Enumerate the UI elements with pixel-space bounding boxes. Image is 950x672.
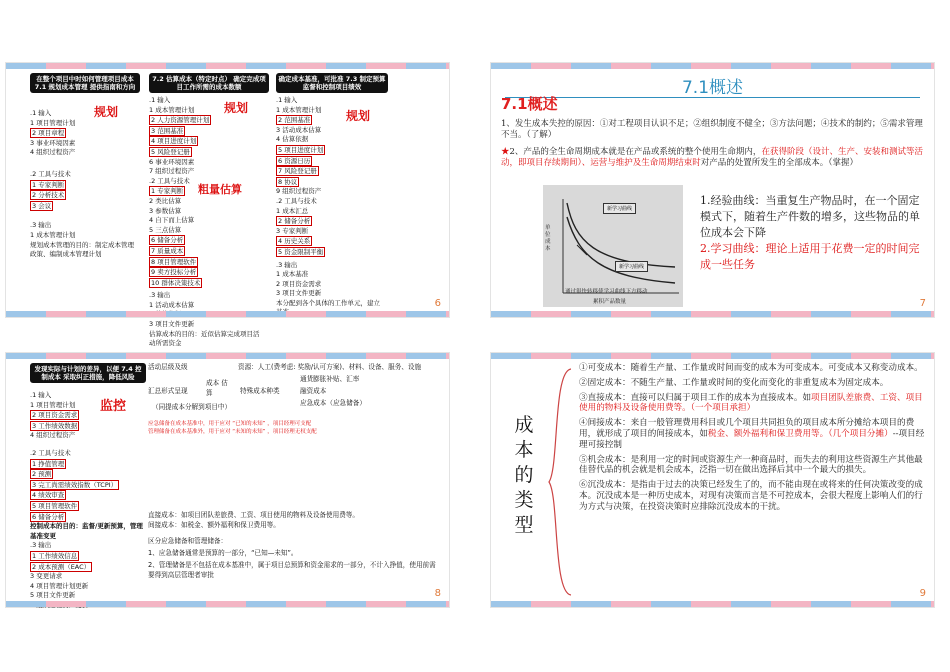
page-number: 7 <box>919 298 926 309</box>
text: 成本 估算 <box>206 379 228 397</box>
text: 对产品的处置所发生的全部成本。（掌握） <box>700 158 859 168</box>
purpose-note: 本分配到各个具体的工作单元，建立 <box>276 298 380 307</box>
list-item: ①可变成本：随着生产量、工作量或时间而变的成本为可变成本。可变成本又称变动成本。 <box>579 363 923 373</box>
list-item: 7 组织过程资产 <box>149 167 195 176</box>
list-item: ②固定成本：不随生产量、工作量或时间的变化而变化的非重复成本为固定成本。 <box>579 377 889 388</box>
list-item: 3 范围基准 <box>151 126 184 135</box>
text: 2、管理储备是不包括在成本基准中，属于项目总预算和资金需求的一部分，不计入挣值，使用前需要得到高层管理者审批 <box>148 561 436 579</box>
list-item: 6 储备分析 <box>151 236 184 245</box>
list-item: 2 储备分析 <box>278 217 311 226</box>
text: 1、应急储备通常是预算的一部分，“已知—未知”。 <box>148 549 298 557</box>
page-number: 8 <box>434 588 441 599</box>
list-item: 1 挣值管理 <box>32 459 65 468</box>
list-item: 10 群体决策技术 <box>151 278 201 287</box>
text-highlight: （一个项目承担） <box>690 403 756 414</box>
list-item: 5 风险登记册 <box>151 147 190 156</box>
text: 区分应急储备和管理储备： <box>148 537 228 545</box>
column-determine-budget <box>276 73 388 318</box>
list-item: 1 成本汇总 <box>276 206 309 215</box>
list-item: 2 分析技术 <box>32 191 65 200</box>
paragraph-life-cycle-cost <box>501 147 926 169</box>
text: 应急成本（应急储备） <box>300 399 366 407</box>
chart-label-box: 新学习曲线 <box>603 203 636 214</box>
list-item: 4 组织过程资产 <box>30 148 76 157</box>
list-item: ⑥沉没成本：是指由于过去的决策已经发生了的，而不能由现在或将来的任何决策改变的成本。沉没成本是一种历史成本，对现有决策而言是不可控成本，会很大程度上影响人们的行为方式与决策，在投资决策时应排除沉没成本的干扰。 <box>579 480 923 512</box>
list-item: 2 类比估算 <box>149 196 182 205</box>
list-item: 2 项目资金需求 <box>276 279 322 288</box>
text-highlight: 项目团队差旅费、工资、项目使用的物料及设备使用费等。 <box>579 392 923 414</box>
list-item: 5 项目文件更新 <box>30 591 76 600</box>
list-item: 4 自下而上估算 <box>149 216 195 225</box>
list-item: 6 资源日历 <box>278 156 311 165</box>
list-item: 2 项目章程 <box>32 129 65 138</box>
page-number: 9 <box>919 588 926 599</box>
top-band <box>491 353 934 359</box>
section-input: .1 输入 <box>30 391 52 399</box>
learning-curve-figure <box>543 185 683 307</box>
label-monitor: 监控 <box>100 399 127 414</box>
text: 直接成本：如项目团队差旅费、工资、项目使用的物料及设备使用费等。 <box>148 511 359 519</box>
section-output: .3 输出 <box>30 541 52 550</box>
list-item: 3 专家判断 <box>276 226 309 235</box>
text: 2、产品的全生命周期成本就是在产品或系统的整个使用生命期内， <box>509 147 762 157</box>
list-item: 6 储备分析 <box>32 512 65 521</box>
text: 通货膨胀补贴、汇率 <box>300 375 360 383</box>
chart-x-label: 累积产品数量 <box>593 299 627 305</box>
list-item: 6 事业环境因素 <box>149 157 195 166</box>
list-item: 3 参数估算 <box>149 206 182 215</box>
text: 融资成本 <box>300 387 327 395</box>
list-item: 1 成本管理计划 <box>149 105 195 114</box>
list-item: 9 卖方投标分析 <box>151 268 197 277</box>
list-item: 1 专家判断 <box>32 180 65 189</box>
section-tools: .2 工具与技术 <box>149 176 190 185</box>
list-item: 4 项目进度计划 <box>151 137 197 146</box>
text: 间接成本：如税金、额外福利和保卫费用等。 <box>148 521 280 529</box>
text: --项目经理可接控制 <box>579 428 925 450</box>
list-item: 3 完工尚需绩效指数（TCPI） <box>32 480 118 489</box>
list-item: 4 组织过程资产 <box>30 431 76 440</box>
section-tools: .2 工具与技术 <box>276 196 317 205</box>
column-header: 在整个项目中时如何管理项目成本 7.1 规划成本管理 提供指南和方向 <box>30 73 140 93</box>
section-output: .3 输出 <box>149 291 171 300</box>
text: 汇总形式呈现 <box>148 387 188 395</box>
top-band <box>6 63 449 69</box>
list-item: 2 范围基准 <box>278 116 311 125</box>
list-item: 1 成本基准 <box>276 270 309 279</box>
label-plan: 规划 <box>224 101 249 115</box>
learning-curve-text: 2.学习曲线：理论上适用于花费一定的时间完成一些任务 <box>700 242 920 271</box>
list-item: 3 变更请求 <box>30 572 63 581</box>
list-item: 5 资金限制平衡 <box>278 247 324 256</box>
list-item: 3 项目文件更新 <box>276 289 322 298</box>
list-item: 3 工作绩效数据 <box>32 421 78 430</box>
list-item: 4 项目管理计划更新 <box>30 581 89 590</box>
text: 资源：人工(费考虑: 奖励/认可方案)、材料、设备、服务、设施 <box>238 363 422 371</box>
list-item: 7 风险登记册 <box>278 167 317 176</box>
slide-control-costs <box>5 352 450 608</box>
list-item: 7 质量成本 <box>151 246 184 255</box>
list-item: 1 专家判断 <box>151 187 184 196</box>
section-input: .1 输入 <box>149 96 171 104</box>
bottom-band <box>6 601 449 607</box>
purpose-note: 估算成本的目的：近似估算完成项目活动所需资金 <box>149 329 260 348</box>
column-header: 7.2 估算成本（特定时点） 确定完成项目工作所需的成本数额 <box>149 73 269 93</box>
brace-icon <box>545 367 575 597</box>
bottom-band <box>491 601 934 607</box>
title-divider <box>505 97 920 98</box>
column-estimate-cost <box>149 73 269 349</box>
text: （同提成本分解到项目中） <box>152 403 232 411</box>
column-header: 发现实际与计划的差异，以便 7.4 控制成本 采取纠正措施，降低风险 <box>30 363 146 383</box>
label-rough-estimate: 粗量估算 <box>198 183 242 196</box>
text: ④间接成本：来自一般管理费用科目或几个项目共同担负的项目成本所分摊给本项目的费用，就形成了项目的间接成本，如 <box>579 418 915 439</box>
slide-cost-processes <box>5 62 450 348</box>
list-item: 3 事业环境因素 <box>30 138 76 147</box>
text-highlight: 税金、额外福利和保卫费用等。 <box>707 428 829 439</box>
slide-title: 7.1概述 <box>681 78 744 98</box>
list-item: 1 项目管理计划 <box>30 400 76 409</box>
section-tools: .2 工具与技术 <box>30 448 71 457</box>
section-output: .3 输出 <box>30 221 52 230</box>
text: 活动层级及级 <box>148 363 188 371</box>
cost-types-list <box>579 363 929 517</box>
curve-explanations <box>700 193 925 273</box>
experience-curve-text: 1.经验曲线：当重复生产物品时，在一个固定模式下，随着生产件数的增多，这些物品的单位成本会下降 <box>700 194 920 239</box>
section-tools: .2 工具与技术 <box>30 169 71 178</box>
paragraph-cost-out-of-control: 1、发生成本失控的原因：①对工程项目认识不足；②组织制度不健全；③方法问题；④技术的制约；⑤需求管理不当。（了解） <box>501 119 923 140</box>
column-control-cost <box>30 363 146 610</box>
column-plan-cost <box>30 73 140 260</box>
section-input: .1 输入 <box>276 96 298 104</box>
cost-types-label: 成本的类型 <box>514 414 534 536</box>
list-item: 2 预测 <box>32 470 52 479</box>
list-item: 3 项目文件更新 <box>149 320 195 329</box>
list-item: 2 项目资金需求 <box>32 411 78 420</box>
list-item <box>579 393 929 415</box>
slide-cost-types <box>490 352 935 608</box>
page-number: 6 <box>434 298 441 309</box>
section-input: .1 输入 <box>30 109 52 117</box>
list-item: 2 人力资源管理计划 <box>151 116 210 125</box>
slide-overview <box>490 62 935 318</box>
label-plan: 规划 <box>346 109 371 123</box>
bottom-band <box>6 311 449 317</box>
text: 管理储备在成本基准外，用于应对 “未知的未知” ，项目经理无权支配 <box>148 428 317 435</box>
list-item: 2 成本预测（EAC） <box>32 562 91 571</box>
list-item: 1 活动成本估算 <box>149 300 195 309</box>
label-plan: 规划 <box>94 105 119 119</box>
purpose-note: 规划成本管理的目的：制定成本管理政策、编制成本管理计划 <box>30 240 134 259</box>
section-heading: 7.1概述 <box>501 95 558 113</box>
list-item: 5 三点估算 <box>149 225 182 234</box>
chart-y-label: 单位成本 <box>545 225 551 252</box>
list-item: 4 绩效审查 <box>32 491 65 500</box>
list-item: 3 会议 <box>32 201 52 210</box>
list-item: 5 项目管理软件 <box>32 501 78 510</box>
list-item: 9 组织过程资产 <box>276 187 322 196</box>
text-highlight: 在获得阶段（设计、生产、安装和测试等活动，即项目存续期间）、运营与维护及生命周期结束时 <box>501 147 923 168</box>
top-band <box>6 353 449 359</box>
list-item: ⑤机会成本：是利用一定的时间或资源生产一种商品时，而失去的利用这些资源生产其他最佳替代品的机会就是机会成本，泛指一切在做出选择后其中一个最大的损失。 <box>579 454 923 476</box>
chart-label-box: 新学习曲线 <box>615 261 648 272</box>
text: 特殊成本种类 <box>240 387 280 395</box>
list-item: 4 估算依据 <box>276 135 309 144</box>
list-item: 1 成本管理计划 <box>276 105 322 114</box>
list-item: 3 活动成本估算 <box>276 125 322 134</box>
text-highlight: （几个项目分摊） <box>828 428 893 439</box>
text: 应急储备在成本基准中，用于应对 “已知的未知” ，项目经理可支配 <box>148 421 312 427</box>
star-icon: ★ <box>501 147 510 157</box>
list-item: 1 工作绩效信息 <box>32 551 78 560</box>
text: ③直接成本：直接可以归属于项目工作的成本为直接成本。如 <box>579 392 812 403</box>
top-band <box>491 63 934 69</box>
list-item: 1 项目管理计划 <box>30 118 76 127</box>
bottom-band <box>491 311 934 317</box>
list-item <box>579 418 929 450</box>
reserve-notes <box>148 421 440 436</box>
section-output: .3 输出 <box>276 260 298 269</box>
list-item: 4 历史关系 <box>278 237 311 246</box>
list-item: 1 成本管理计划 <box>30 230 76 239</box>
list-item: 8 协议 <box>278 177 298 186</box>
list-item: 8 项目管理软件 <box>151 257 197 266</box>
column-header: 确定成本基准，可批准 7.3 制定预算 监督和控制项目绩效 <box>276 73 388 93</box>
chart-caption: 通过很快转移使学习曲线下方移动 <box>565 289 648 295</box>
list-item: 5 项目进度计划 <box>278 145 324 154</box>
purpose-note: 控制成本的目的：监督/更新预算，管理基准变更 <box>30 522 143 540</box>
